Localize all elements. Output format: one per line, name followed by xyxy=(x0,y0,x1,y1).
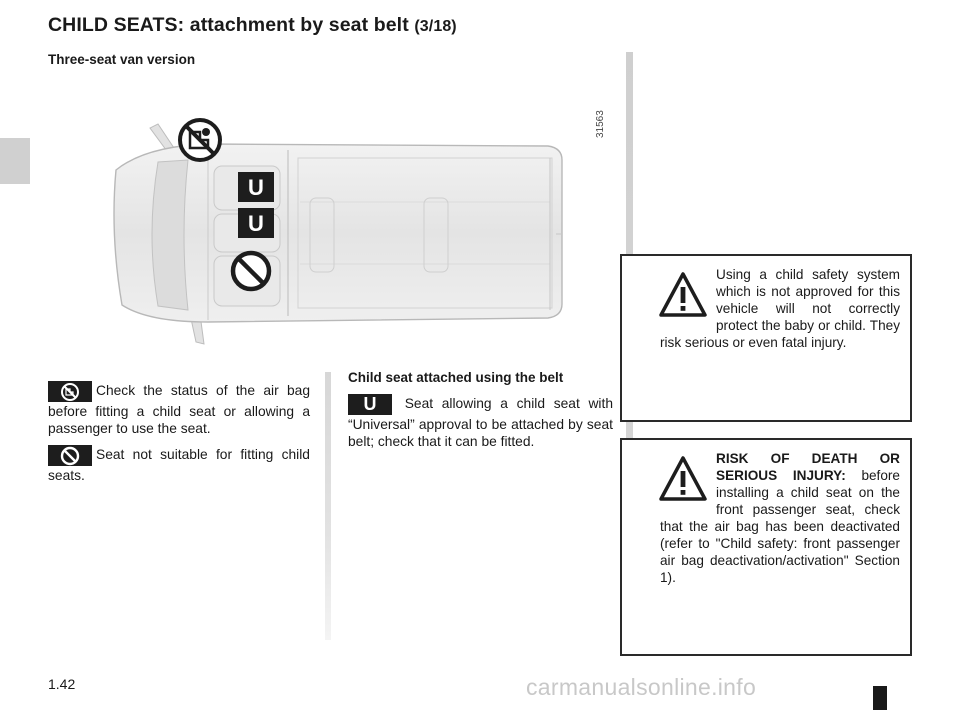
warning-box-unapproved-system xyxy=(620,254,912,422)
airbag-prohibition-badge xyxy=(48,381,92,402)
watermark-text: carmanualsonline.info xyxy=(526,674,757,700)
van-top-view-illustration xyxy=(88,110,568,360)
illustration-reference-number: 31563 xyxy=(595,110,606,138)
warning-box-risk-of-death xyxy=(620,438,912,656)
seat-marker-u-2 xyxy=(238,208,274,238)
belt-attachment-heading: Child seat attached using the belt xyxy=(348,370,564,385)
airbag-check-note xyxy=(48,382,310,437)
warning-text: before installing a child seat on the front passenger seat, check that the air bag has been deactivated (refer to "Child safety: front passenger air bag deactivation/activation" Section 1). xyxy=(660,468,900,585)
middle-column xyxy=(348,370,613,450)
universal-seat-note xyxy=(348,395,613,450)
section-tab xyxy=(0,138,30,184)
unsuitable-note-text: Seat not suitable for fitting child seats. xyxy=(48,447,310,483)
page-number: 1.42 xyxy=(48,676,76,692)
prohibition-icon xyxy=(233,253,269,289)
title-text: CHILD SEATS: attachment by seat belt xyxy=(48,14,409,36)
corner-tab xyxy=(873,686,887,710)
u-badge: U xyxy=(348,394,392,415)
airbag-prohibition-icon xyxy=(180,120,220,160)
warning-text: Using a child safety system which is not approved for this vehicle will not correctly protect the baby or child. They risk serious or even fatal injury. xyxy=(660,267,900,350)
page-title xyxy=(48,14,457,37)
left-column xyxy=(48,382,310,493)
airbag-prohibition-icon xyxy=(60,382,80,402)
prohibition-icon xyxy=(60,446,80,466)
seat-marker-u-1 xyxy=(238,172,274,202)
warning-content xyxy=(660,450,900,586)
warning-triangle-icon xyxy=(658,270,708,320)
svg-text:U: U xyxy=(248,175,264,200)
unsuitable-seat-note xyxy=(48,446,310,484)
page-of-label: (3/18) xyxy=(414,18,457,35)
warning-bold-lead: RISK OF DEATH OR SERIOUS INJURY: xyxy=(716,451,900,483)
universal-note-text: Seat allowing a child seat with “Universal” approval to be attached by seat belt; check that it can be fitted. xyxy=(348,396,613,449)
svg-text:U: U xyxy=(248,211,264,236)
airbag-note-text: Check the status of the air bag before fitting a child seat or allowing a passenger to use the seat. xyxy=(48,383,310,436)
warning-triangle-icon xyxy=(658,454,708,504)
column-divider-middle xyxy=(325,372,331,640)
prohibition-badge xyxy=(48,445,92,466)
warning-content xyxy=(660,266,900,351)
version-subtitle: Three-seat van version xyxy=(48,52,196,67)
